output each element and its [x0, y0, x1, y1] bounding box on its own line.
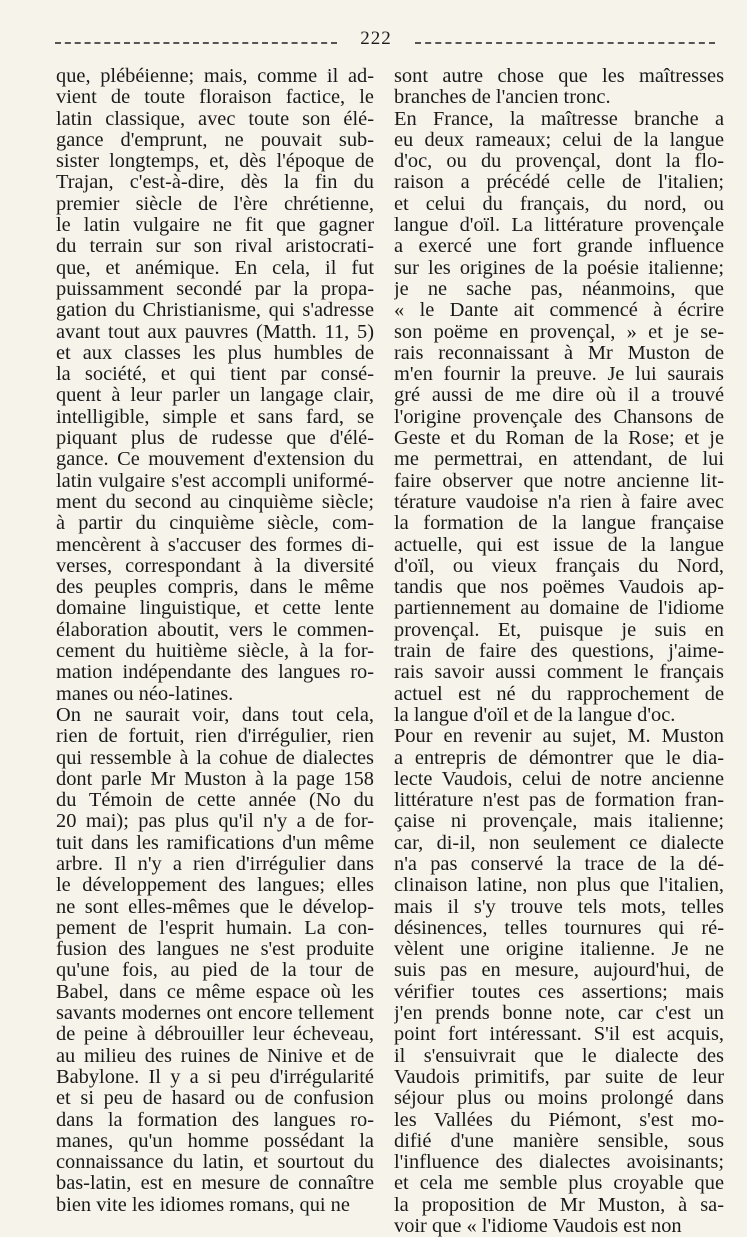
text-line: le développement des langues; elles [56, 875, 374, 897]
text-line: littérature n'est pas de formation fran- [394, 790, 724, 812]
text-line: et aux classes les plus humbles de [56, 342, 374, 364]
text-line: lecte Vaudois, celui de notre ancienne [394, 768, 724, 790]
text-line: dont parle Mr Muston à la page 158 [56, 768, 374, 790]
text-line: fusion des langues ne s'est produite [56, 939, 374, 961]
text-line: latin classique, avec toute son élé- [56, 108, 374, 130]
text-line: çaise ni provençale, mais italienne; [394, 811, 724, 833]
page-number: 222 [360, 28, 392, 49]
text-line: et celui du français, du nord, ou [394, 193, 724, 215]
text-line: car, di-il, non seulement ce dialecte [394, 832, 724, 854]
text-line: du Témoin de cette année (No du [56, 790, 374, 812]
text-line: vèlent une origine italienne. Je ne [394, 939, 724, 961]
text-line: mencèrent à s'accuser des formes di- [56, 534, 374, 556]
text-line: rien de fortuit, rien d'irrégulier, rien [56, 726, 374, 748]
text-line: vérifier toutes ces assertions; mais [394, 981, 724, 1003]
text-line: sur les origines de la poésie italienne; [394, 257, 724, 279]
text-line: du terrain sur son rival aristocrati- [56, 236, 374, 258]
text-line: actuel est né du rapprochement de [394, 683, 724, 705]
text-line: la société, et qui tient par consé- [56, 364, 374, 386]
text-line: et si peu de hasard ou de confusion [56, 1088, 374, 1110]
right-text-column [394, 66, 724, 1237]
text-line: voir que « l'idiome Vaudois est non [394, 1216, 682, 1237]
text-line: premier siècle de l'ère chrétienne, [56, 193, 374, 215]
text-line: 20 mai); pas plus qu'il n'y a de for- [56, 811, 374, 833]
text-line: langue d'oïl. La littérature provençale [394, 215, 724, 237]
text-line: connaissance du latin, et sourtout du [56, 1152, 374, 1174]
text-line: tandis que nos poëmes Vaudois ap- [394, 577, 724, 599]
text-line: d'oïl, ou vieux français du Nord, [394, 555, 724, 577]
text-line: térature vaudoise n'a rien à faire avec [394, 491, 724, 513]
text-line: « le Dante ait commencé à écrire [394, 300, 724, 322]
header-rule-left [55, 42, 337, 44]
text-line: Geste et du Roman de la Rose; et je [394, 428, 724, 450]
text-line: actuelle, qui est issue de la langue [394, 534, 724, 556]
text-line: cement du huitième siècle, à la for- [56, 641, 374, 663]
text-line: sister longtemps, et, dès l'époque de [56, 151, 374, 173]
text-line: clinaison latine, non plus que l'italien, [394, 875, 724, 897]
text-line: arbre. Il n'y a rien d'irrégulier dans [56, 853, 374, 875]
text-line: élaboration aboutit, vers le commen- [56, 619, 374, 641]
text-line: raison a précédé celle de l'italien; [394, 172, 724, 194]
text-line: vient de toute floraison factice, le [56, 87, 374, 109]
text-line: il s'ensuivrait que le dialecte des [394, 1045, 724, 1067]
text-line: latin vulgaire s'est accompli uniformé- [56, 470, 374, 492]
text-line: des peuples compris, dans le même [56, 577, 374, 599]
text-line: domaine linguistique, et cette lente [56, 598, 374, 620]
text-line: suis pas en mesure, aujourd'hui, de [394, 960, 724, 982]
text-line: qu'une fois, au pied de la tour de [56, 960, 374, 982]
text-line: train de faire des questions, j'aime- [394, 641, 724, 663]
text-line: gation du Christianisme, qui s'adresse [56, 300, 374, 322]
text-line: j'en prends bonne note, car c'est un [394, 1003, 724, 1025]
text-line: Vaudois primitifs, par suite de leur [394, 1066, 724, 1088]
text-line: piquant plus de rudesse que d'élé- [56, 428, 374, 450]
text-line: rais savoir aussi comment le français [394, 662, 724, 684]
text-line: que, plébéienne; mais, comme il ad- [56, 66, 374, 87]
text-line: gré aussi de me dire où il a trouvé [394, 385, 724, 407]
text-line: le latin vulgaire ne fit que gagner [56, 215, 374, 237]
text-line: m'en fournir la preuve. Je lui saurais [394, 364, 724, 386]
text-line: difié d'une manière sensible, sous [394, 1130, 724, 1152]
text-line: bien vite les idiomes romans, qui ne [56, 1194, 350, 1216]
text-line: d'oc, ou du provençal, dont la flo- [394, 151, 724, 173]
text-line: rais reconnaissant à Mr Muston de [394, 342, 724, 364]
header-rule-right [415, 42, 715, 44]
text-line: ne sont elles-mêmes que le dévelop- [56, 896, 374, 918]
text-line: bas-latin, est en mesure de connaître [56, 1173, 374, 1195]
text-line: savants modernes ont encore tellement [56, 1003, 374, 1025]
text-line: On ne saurait voir, dans tout cela, [56, 704, 374, 726]
text-line: de peine à débrouiller leur écheveau, [56, 1024, 374, 1046]
text-line: verses, correspondant à la diversité [56, 555, 374, 577]
text-line: tuit dans les ramifications d'un même [56, 832, 374, 854]
text-line: avant tout aux pauvres (Matth. 11, 5) [56, 321, 374, 343]
text-line: Babel, dans ce même espace où les [56, 981, 374, 1003]
text-line: ment du second au cinquième siècle; [56, 491, 374, 513]
text-line: l'origine provençale des Chansons de [394, 406, 724, 428]
text-line: a entrepris de démontrer que le dia- [394, 747, 724, 769]
text-line: partiennement au domaine de l'idiome [394, 598, 724, 620]
text-line: Babylone. Il y a si peu d'irrégularité [56, 1066, 374, 1088]
text-line: manes ou néo-latines. [56, 683, 234, 705]
text-line: mais il s'y trouve tels mots, telles [394, 896, 724, 918]
text-line: me permettrai, en attendant, de lui [394, 449, 724, 471]
text-line: gance. Ce mouvement d'extension du [56, 449, 374, 471]
text-line: son poëme en provençal, » et je se- [394, 321, 724, 343]
text-line: puissamment secondé par la propa- [56, 278, 374, 300]
text-line: la proposition de Mr Muston, à sa- [394, 1194, 724, 1216]
text-line: les Vallées du Piémont, s'est mo- [394, 1109, 724, 1131]
text-line: la langue d'oïl et de la langue d'oc. [394, 704, 676, 726]
text-line: provençal. Et, puisque je suis en [394, 619, 724, 641]
text-line: sont autre chose que les maîtresses [394, 66, 724, 87]
text-line: eu deux rameaux; celui de la langue [394, 129, 724, 151]
text-line: désinences, telles tournures qui ré- [394, 917, 724, 939]
text-line: a exercé une fort grande influence [394, 236, 724, 258]
text-line: n'a pas conservé la trace de la dé- [394, 853, 724, 875]
text-line: manes, qu'un homme possédant la [56, 1130, 374, 1152]
text-line: et cela me semble plus croyable que [394, 1173, 724, 1195]
left-text-column [56, 66, 374, 1216]
text-line: pement de l'esprit humain. La con- [56, 917, 374, 939]
text-line: quent à leur parler un langage clair, [56, 385, 374, 407]
text-line: au milieu des ruines de Ninive et de [56, 1045, 374, 1067]
text-line: séjour plus ou moins prolongé dans [394, 1088, 724, 1110]
text-line: branches de l'ancien tronc. [394, 87, 611, 109]
text-line: je ne sache pas, néanmoins, que [394, 278, 724, 300]
text-line: que, et anémique. En cela, il fut [56, 257, 374, 279]
text-line: Trajan, c'est-à-dire, dès la fin du [56, 172, 374, 194]
text-line: qui ressemble à la cohue de dialectes [56, 747, 374, 769]
text-line: faire observer que notre ancienne lit- [394, 470, 724, 492]
page-header [55, 28, 715, 48]
text-line: mation indépendante des langues ro- [56, 662, 374, 684]
text-line: intelligible, simple et sans fard, se [56, 406, 374, 428]
text-line: dans la formation des langues ro- [56, 1109, 374, 1131]
text-line: point fort intéressant. S'il est acquis, [394, 1024, 724, 1046]
text-line: gance d'emprunt, ne pouvait sub- [56, 129, 374, 151]
text-line: Pour en revenir au sujet, M. Muston [394, 726, 724, 748]
text-line: l'influence des dialectes avoisinants; [394, 1152, 724, 1174]
text-line: à partir du cinquième siècle, com- [56, 513, 374, 535]
text-line: En France, la maîtresse branche a [394, 108, 724, 130]
text-line: la formation de la langue française [394, 513, 724, 535]
